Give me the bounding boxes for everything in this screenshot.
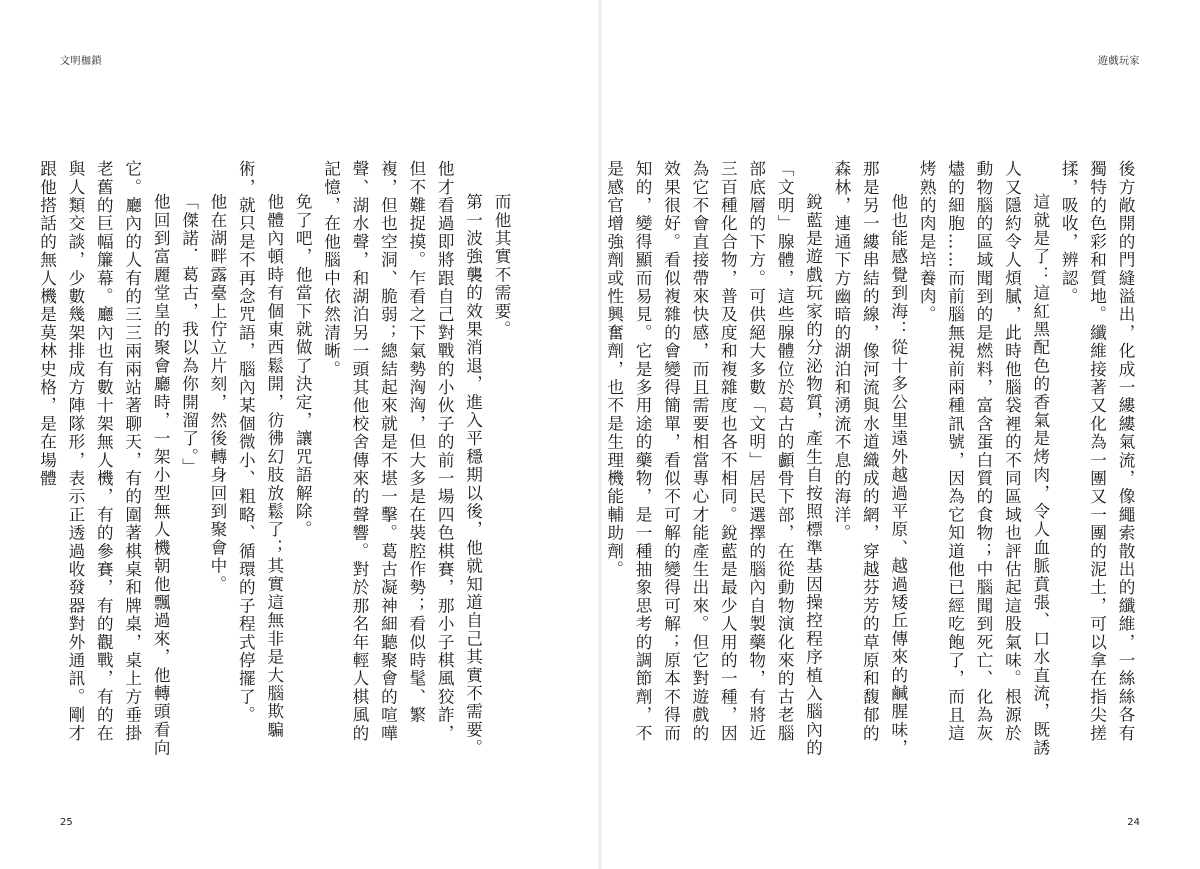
paragraph: 銳藍是遊戲玩家的分泌物質，產生自按照標準基因操控程序植入腦內的「文明」腺體，這些腺體位於葛古的顱骨下部，在從動物演化來的古老腦部底層的下方。可供絕大多數「文明」居民選擇的腦內自製藥物，有將近三百種化合物，普及度和複雜度也各不相同。銳藍是最少人用的一種，因為它不會直接帶來快感，而且需要相當專心才能產生出來。但它對遊戲的效果很好。看似複雜的會變得簡單，看似不可解的變得可解；原本不得而知的，變得顯而易見。它是多用途的藥物，是一種抽象思考的調節劑，不是感官增強劑或性興奮劑，也不是生理機能輔助劑。: [604, 160, 823, 758]
right-page: [602, 0, 1200, 869]
page-number-right: 24: [1127, 817, 1140, 828]
running-head-right: 遊戲玩家: [1098, 56, 1140, 67]
paragraph: 他在湖畔露臺上佇立片刻，然後轉身回到聚會中。: [207, 193, 227, 594]
paragraph: 而他其實不需要。: [492, 193, 511, 339]
running-head-left: 文明枷鎖: [60, 56, 102, 67]
paragraph: 「傑諾．葛古，我以為你開溜了。」: [179, 193, 199, 477]
paragraph: 他體內頓時有個東西鬆開，彷彿幻肢放鬆了；其實這無非是大腦欺騙術，就只是不再念咒語，腦內某個微小、粗略、循環的子程式停擺了。: [236, 160, 284, 740]
right-page-body: [604, 160, 1139, 760]
left-page-body: [37, 160, 515, 760]
paragraph: 第一波強襲的效果消退，進入平穩期以後，他就知道自己其實不需要。他才看過即將跟自己對戰的小伙子的前一場四色棋賽，那小子棋風狡詐，但不難捉摸。乍看之下氣勢洶洶，但大多是在裝腔作勢；看似時髦、繁複，但也空洞、脆弱；總結起來就是不堪一擊。葛古凝神細聽聚會的喧嘩聲、湖水聲，和湖泊另一頭其他校舍傳來的聲響。對於那名年輕人棋風的記憶，在他腦中依然清晰。: [321, 160, 483, 758]
left-page: [0, 0, 598, 869]
page-number-left: 25: [60, 817, 73, 828]
paragraph: 他也能感覺到海：從十多公里遠外越過平原、越過矮丘傳來的鹹腥味，那是另一縷串結的線，像河流與水道織成的網，穿越芬芳的草原和馥郁的森林，連通下方幽暗的湖泊和湧流不息的海洋。: [831, 160, 908, 758]
paragraph: 他回到富麗堂皇的聚會廳時，一架小型無人機朝他飄過來，他轉頭看向它。廳內的人有的三三兩兩站著聊天，有的圍著棋桌和牌桌，桌上方垂掛老舊的巨幅簾幕。廳內也有數十架無人機，有的參賽，有的觀戰，有的在與人類交談，少數幾架排成方陣隊形，表示正透過收發器對外通訊。剛才跟他搭話的無人機是莫林史格，是在場體: [37, 160, 171, 758]
paragraph: 這就是了：這紅黑配色的香氣是烤肉，令人血脈賁張、口水直流，既誘人又隱約令人煩膩，此時他腦袋裡的不同區域也評估起這股氣味。根源於動物腦的區域聞到的是燃料，富含蛋白質的食物；中腦聞到死亡、化為灰燼的細胞……而前腦無視前兩種訊號，因為它知道他已經吃飽了，而且這烤熟的肉是培養肉。: [917, 160, 1050, 758]
paragraph: 免了吧，他當下就做了決定，讓咒語解除。: [293, 193, 313, 539]
paragraph: 後方敞開的門縫溢出，化成一縷縷氣流，像繩索散出的纖維，一絲絲各有獨特的色彩和質地。纖維接著又化為一團又一團的泥土，可以拿在指尖搓揉，吸收，辨認。: [1059, 160, 1135, 743]
